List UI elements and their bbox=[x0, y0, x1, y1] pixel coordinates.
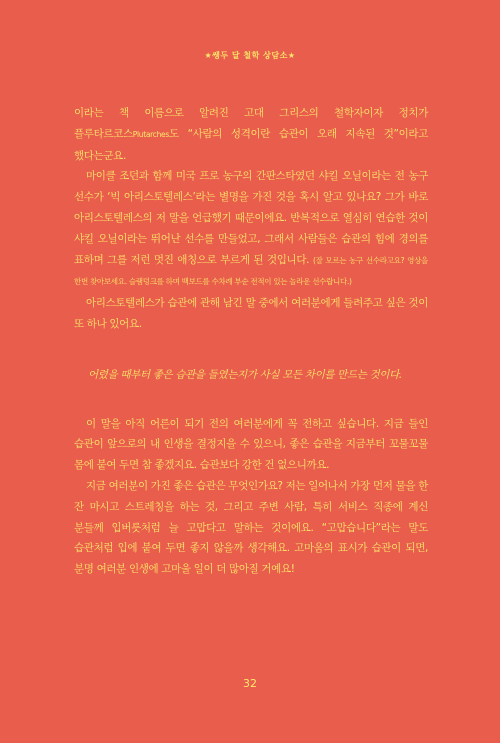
paragraph-1-start: 이라는 책 이름으로 알려진 고대 그리스의 철학자이자 정치가 플루타르코스 bbox=[74, 107, 428, 140]
paragraph-1-end: 도 “사람의 성격이란 습관이 오래 지속된 것”이라고 했다는군요. bbox=[74, 127, 428, 162]
paragraph-2-note: (잘 모르는 농구 선수라고요? 영상을 한번 찾아보세요. 슬램덩크를 하며 백보드를 수차례 부순 전적이 있는 놀라운 선수랍니다.) bbox=[74, 255, 428, 287]
paragraph-4: 이 말을 아직 어른이 되기 전의 여러분에게 꼭 전하고 싶습니다. 지금 들인 습관이 앞으로의 내 인생을 결정지을 수 있으니, 좋은 습관을 지금부터 꼬물꼬물 몸에 붙여 두면 참 좋겠지요. 습관보다 강한 건 없으니까요. bbox=[74, 417, 428, 472]
paragraph-5: 지금 여러분이 가진 좋은 습관은 무엇인가요? 저는 일어나서 가장 먼저 물을 한 잔 마시고 스트레칭을 하는 것, 그리고 주변 사람, 특히 서비스 직종에 계신 분들께 입버릇처럼 늘 고맙다고 말하는 것이에요. “고맙습니다”라는 말도 습관처럼 입에 붙여 두면 좋지 않을까 생각해요. 고마움의 표시가 습관이 되면, 분명 여러분 인생에 고마울 일이 더 많아질 거예요! bbox=[74, 479, 428, 576]
name-annotation: Plutarches bbox=[132, 129, 169, 139]
page-number: 32 bbox=[243, 677, 257, 690]
paragraph-2 bbox=[74, 166, 428, 293]
paragraph-3: 아리스토텔레스가 습관에 관해 남긴 말 중에서 여러분에게 들려주고 싶은 것이 또 하나 있어요. bbox=[74, 297, 428, 330]
paragraph-1 bbox=[74, 103, 428, 166]
running-header: ★쌩두 달 철학 상담소★ bbox=[204, 51, 296, 60]
quote: 어렸을 때부터 좋은 습관을 들였는지가 사실 모든 차이를 만드는 것이다. bbox=[88, 368, 402, 381]
paragraph-2-main: 마이클 조던과 함께 미국 프로 농구의 간판스타였던 샤킬 오닐이라는 전 농구 선수가 ‘빅 아리스토텔레스’라는 별명을 가진 것을 혹시 알고 있나요? 그가 바로 아리스토텔레스의 저 말을 언급했기 때문이에요. 반복적으로 열심히 연습한 것이 샤킬 오닐이라는 뛰어난 선수를 만들었고, 그래서 사람들은 습관의 힘에 경의를 표하며 그를 저런 멋진 애칭으로 부르게 된 것입니다. bbox=[74, 170, 428, 266]
page-body bbox=[74, 103, 428, 580]
